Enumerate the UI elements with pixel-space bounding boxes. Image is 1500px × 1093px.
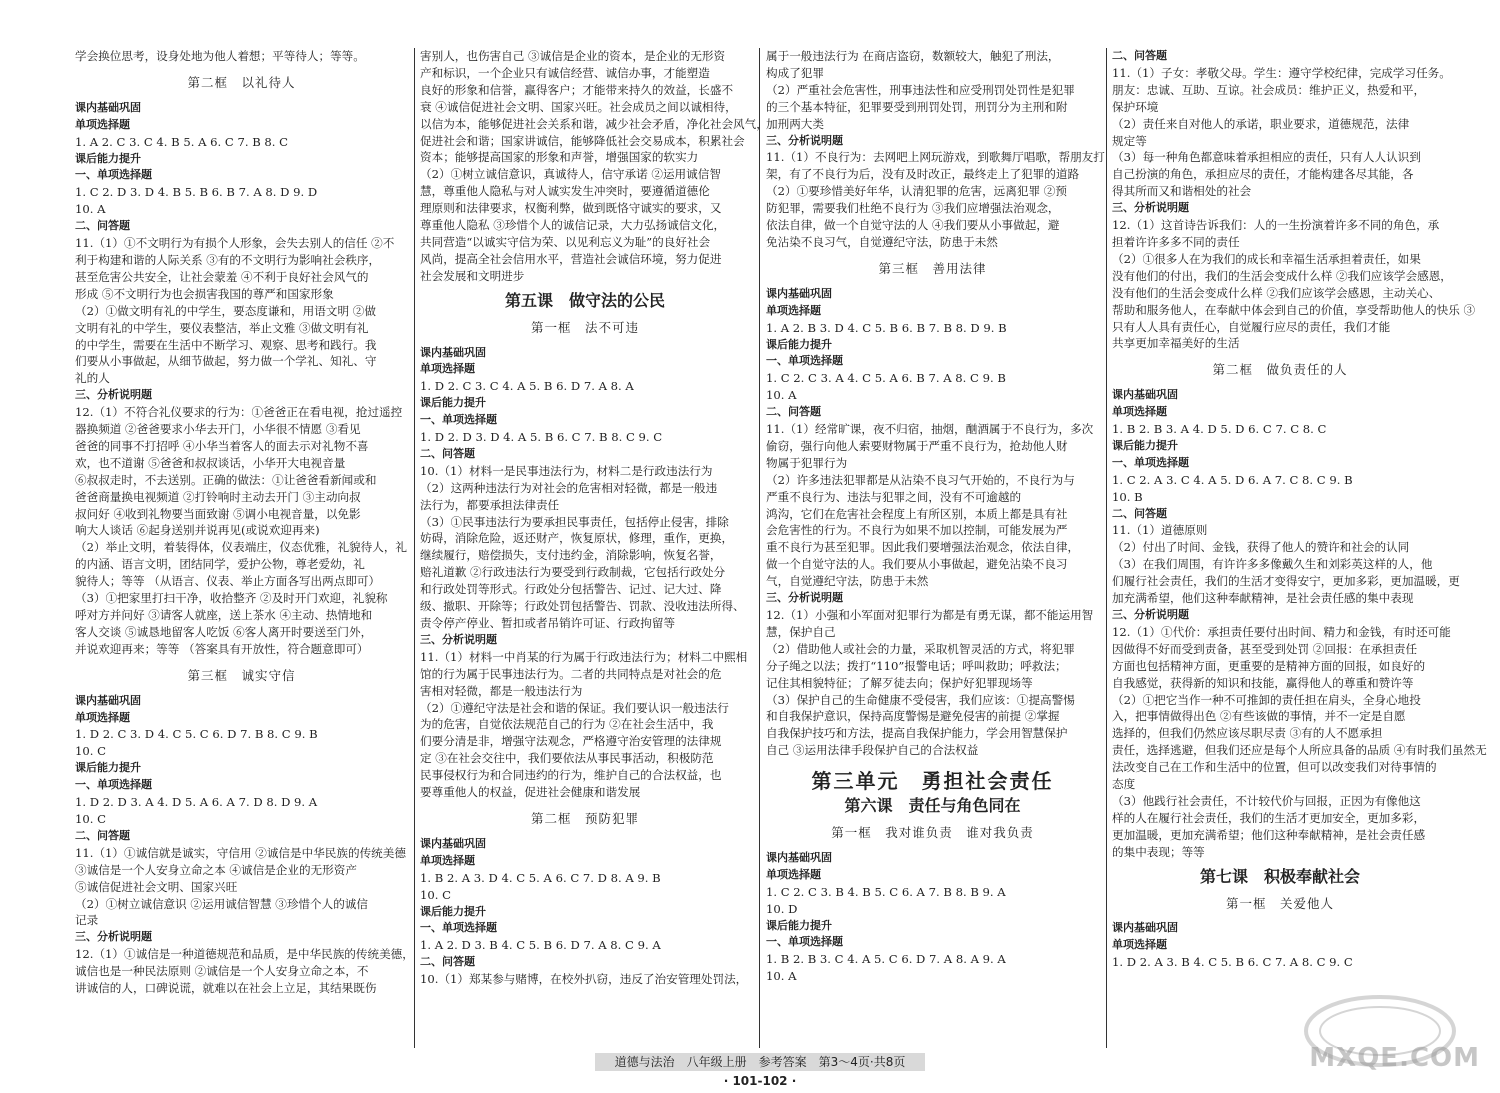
answer-line: 担着许许多多不同的责任	[1112, 234, 1240, 249]
answer-line: 学会换位思考，设身处地为他人着想；平等待人；等等。	[75, 49, 365, 63]
answer-line: 得其所而又和谐相处的社会	[1112, 184, 1252, 199]
answer-line: ⑥叔叔走时，不去送别。正确的做法：①让爸爸看新闻或和	[75, 472, 377, 487]
answer-line: （2）付出了时间、金钱，获得了他人的赞许和社会的认同	[1112, 540, 1410, 555]
answer-line: 10. A	[75, 202, 106, 217]
answer-line: （2）严重社会危害性，刑事违法性和应受刑罚处罚性是犯罪	[766, 82, 1075, 97]
section-label: 课后能力提升	[766, 918, 832, 932]
lesson-heading: 第六课 责任与角色同在	[844, 796, 1021, 816]
answer-line: 会危害性的行为。不良行为如果不加以控制，可能发展为严	[766, 523, 1068, 538]
answer-line: 1. C 2. C 3. A 4. C 5. A 6. B 7. A 8. C 9. B	[766, 371, 1006, 386]
section-label: 课后能力提升	[75, 151, 141, 165]
answer-line: 10. C	[75, 744, 106, 759]
answer-line: 器换频道 ②爸爸要求小华去开门，小华很不情愿 ③看见	[75, 422, 361, 437]
answer-line: 继续履行，赔偿损失，支付违约金，消除影响，恢复名誉，	[420, 548, 722, 563]
answer-line: 11.（1）子女：孝敬父母。学生：遵守学校纪律，完成学习任务。	[1112, 65, 1451, 80]
answer-line: 责令停产停业、暂扣或者吊销许可证、行政拘留等	[420, 616, 676, 630]
page-number: · 101-102 ·	[723, 1074, 797, 1088]
answer-line: 偷窃，强行向他人索要财物属于严重不良行为，抢劫他人财	[766, 438, 1068, 453]
section-label: 课后能力提升	[420, 396, 486, 410]
answer-line: （3）在我们周围，有许许多多像戴久生和刘彩英这样的人，他	[1112, 557, 1433, 572]
lesson-subheading: 第三框 诚实守信	[187, 667, 296, 683]
answer-line: 害相对轻微，都是一般违法行为	[420, 683, 583, 698]
section-label: 三、分析说明题	[1112, 201, 1189, 215]
answer-line: 自我保护技巧和方法，提高自我保护能力，学会用智慧保护	[766, 726, 1068, 741]
answer-line: （2）①树立诚信意识 ②运用诚信智慧 ③珍惜个人的诚信	[75, 896, 368, 911]
answer-line: （2）①把它当作一种不可推卸的责任担在肩头，全身心地投	[1112, 692, 1421, 707]
answer-line: 文明有礼的中学生，要仪表整洁，举止文雅 ③做文明有礼	[75, 320, 369, 335]
answer-line: 1. C 2. A 3. C 4. A 5. D 6. A 7. C 8. C 9. B	[1112, 472, 1353, 487]
section-label: 单项选择题	[1112, 938, 1167, 952]
answer-line: 12.（1）这首诗告诉我们：人的一生扮演着许多不同的角色，承	[1112, 218, 1440, 233]
lesson-heading: 第五课 做守法的公民	[504, 290, 665, 310]
answer-line: 赔礼道歉 ②行政违法行为要受到行政制裁，它包括行政处分	[420, 565, 726, 580]
answer-line: 形成 ⑤不文明行为也会损害我国的尊严和国家形象	[75, 286, 334, 301]
answer-line: 们要分清是非，增强守法观念，严格遵守治安管理的法律规	[420, 734, 722, 749]
answer-line: 诚信也是一种民法原则 ②诚信是一个人安身立命之本，不	[75, 964, 369, 979]
answer-line: 1. D 2. D 3. A 4. D 5. A 6. A 7. D 8. D 9. A	[75, 795, 318, 810]
answer-line: 1. A 2. B 3. D 4. C 5. B 6. B 7. B 8. D 9. B	[766, 320, 1007, 335]
answer-line: 方面也包括精神方面，更重要的是精神方面的回报，如良好的	[1112, 658, 1426, 673]
answer-line: 讲诚信的人，口碑说谎，就难以在社会上立足，其结果既伤	[75, 981, 377, 996]
answer-line: 只有人人具有责任心，自觉履行应尽的责任，我们才能	[1112, 319, 1391, 334]
answer-line: 为的危害，自觉依法规范自己的行为 ②在社会生活中，我	[420, 717, 714, 732]
answer-line: 11.（1）①不文明行为有损个人形象，会失去别人的信任 ②不	[75, 236, 395, 251]
answer-line: 更加温暖，更加充满希望；他们这种奉献精神，是社会责任感	[1112, 827, 1426, 842]
answer-line: 依法自律，做一个自觉守法的人 ④我们要从小事做起，避	[766, 218, 1060, 233]
answer-line: （2）借助他人或社会的力量，采取机智灵活的方式，将犯罪	[766, 641, 1075, 656]
answer-line: 11.（1）①诚信就是诚实，守信用 ②诚信是中华民族的传统美德	[75, 845, 406, 860]
answer-line: 妨碍，消除危险，返还财产，恢复原状，修理，重作，更换，	[420, 531, 734, 546]
answer-line: 12.（1）①代价：承担责任要付出时间、精力和金钱，有时还可能	[1112, 624, 1451, 639]
answer-line: 资本；能够提高国家的形象和声誉，增强国家的软实力	[420, 150, 699, 165]
section-label: 单项选择题	[766, 867, 821, 881]
answer-line: 防犯罪，需要我们杜绝不良行为 ③我们应增强法治观念，	[766, 201, 1060, 216]
answer-line: 要尊重他人的权益，促进社会健康和谐发展	[420, 785, 641, 800]
answer-line: 朋友：忠诚、互助、互谅。社会成员：维护正义，热爱和平，	[1112, 82, 1426, 97]
answer-line: 样的人在履行社会责任，我们的生活才更加安全，更加多彩，	[1112, 810, 1426, 825]
answer-line: 分子绳之以法；拨打“110”报警电话；呼叫救助；呼救法；	[766, 658, 1067, 673]
section-label: 三、分析说明题	[420, 632, 497, 646]
answer-line: 10. D	[766, 901, 798, 916]
section-label: 三、分析说明题	[75, 388, 152, 402]
answer-line: 以信为本，能够促进社会关系和谐，减少社会矛盾，净化社会风气，	[420, 116, 768, 131]
answer-line: 气，自觉遵纪守法，防患于未然	[766, 574, 929, 589]
answer-line: 记录	[75, 913, 99, 928]
answer-line: 慧，保护自己	[766, 624, 836, 639]
answer-line: 架，有了不良行为后，没有及时改正，最终走上了犯罪的道路	[766, 167, 1080, 182]
answer-line: （2）举止文明，着装得体，仪表端庄，仪态优雅，礼貌待人，礼	[75, 540, 408, 555]
answer-line: （3）他践行社会责任，不计较代价与回报，正因为有像他这	[1112, 793, 1421, 808]
section-label: 课内基础巩固	[420, 836, 486, 850]
answer-line: 1. A 2. D 3. B 4. C 5. B 6. D 7. A 8. C 9. A	[420, 938, 661, 953]
column-1	[75, 48, 414, 1048]
answer-line: 害别人，也伤害自己 ③诚信是企业的资本，是企业的无形资	[420, 49, 726, 63]
answer-line: 民事侵权行为和合同违约的行为，维护自己的合法权益，也	[420, 768, 722, 783]
answer-line: （2）①遵纪守法是社会和谐的保证。我们要认识一般违法行	[420, 700, 729, 715]
answer-line: 1. B 2. A 3. D 4. C 5. A 6. C 7. D 8. A 9. B	[420, 870, 661, 885]
answer-line: 12.（1）①诚信是一种道德规范和品质，是中华民族的传统美德，	[75, 947, 414, 962]
section-label: 二、问答题	[75, 828, 130, 842]
answer-line: 自己扮演的角色，承担应尽的责任，才能构建各尽其能，各	[1112, 167, 1414, 182]
answer-line: 礼的人	[75, 371, 110, 386]
answer-line: 并说欢迎再来；等等 （答案具有开放性，符合题意即可）	[75, 641, 369, 656]
column-divider	[759, 48, 760, 1048]
answer-line: 定 ③在社会交往中，我们要依法从事民事活动，积极防范	[420, 751, 714, 766]
answer-line: 爸爸的同事不打招呼 ④小华当着客人的面去示对礼物不喜	[75, 438, 369, 453]
answer-line: （2）①树立诚信意识，真诚待人，信守承诺 ②运用诚信智	[420, 167, 721, 182]
answer-line: 12.（1）不符合礼仪要求的行为：①爸爸正在看电视，抢过遥控	[75, 405, 403, 420]
answer-line: 1. C 2. D 3. D 4. B 5. B 6. B 7. A 8. D 9. D	[75, 185, 318, 200]
section-label: 三、分析说明题	[766, 133, 843, 147]
answer-line: 响大人谈话 ⑥起身送别并说再见(或说欢迎再来)	[75, 523, 320, 538]
answer-line: （2）①做文明有礼的中学生，要态度谦和，用语文明 ②做	[75, 303, 376, 318]
answer-line: 10. A	[766, 969, 797, 984]
answer-line: 们要从小事做起，从细节做起，努力做一个学礼、知礼、守	[75, 354, 377, 369]
section-label: 课内基础巩固	[420, 345, 486, 359]
answer-line: 貌待人；等等 （从语言、仪表、举止方面各写出两点即可）	[75, 574, 381, 589]
answer-line: （3）①民事违法行为要承担民事责任，包括停止侵害，排除	[420, 514, 729, 529]
column-divider	[414, 48, 415, 1048]
section-label: 课后能力提升	[766, 337, 832, 351]
section-label: 二、问答题	[766, 405, 821, 419]
section-label: 课内基础巩固	[75, 100, 141, 114]
answer-line: 1. B 2. B 3. C 4. A 5. C 6. D 7. A 8. A 9. A	[766, 952, 1006, 967]
answer-line: 自我感觉，获得新的知识和技能，赢得他人的尊重和赞许等	[1112, 675, 1414, 690]
column-4	[1112, 48, 1487, 1048]
answer-line: 的集中表现；等等	[1112, 844, 1205, 859]
answer-line: 态度	[1112, 777, 1136, 792]
answer-line: 10. C	[75, 811, 106, 826]
answer-line: （2）①很多人在为我们的成长和幸福生活承担着责任，如果	[1112, 251, 1421, 266]
answer-line: 甚至危害公共安全，让社会蒙羞 ④不利于良好社会风气的	[75, 269, 369, 284]
answer-line: 构成了犯罪	[766, 65, 824, 80]
answer-line: 良好的形象和信誉，赢得客户；才能带来持久的效益，长盛不	[420, 82, 734, 97]
lesson-subheading: 第一框 关爱他人	[1225, 895, 1334, 911]
column-3	[766, 48, 1105, 1048]
answer-line: 的中学生，需要在生活中不断学习、观察、思考和践行。我	[75, 337, 377, 352]
answer-line: 尊重他人隐私 ③珍惜个人的诚信记录，大力弘扬诚信文化，	[420, 218, 726, 233]
answer-line: 帮助和服务他人，在奉献中体会到自己的价值，享受帮助他人的快乐 ③	[1112, 302, 1476, 317]
answer-line: 11.（1）经常旷课，夜不归宿，抽烟，酗酒属于不良行为，多次	[766, 422, 1094, 437]
answer-line: 叔问好 ④收到礼物要当面致谢 ⑤调小电视音量，以免影	[75, 506, 361, 521]
section-label: 课内基础巩固	[75, 693, 141, 707]
answer-line: 促进社会和谐；国家讲诚信，能够降低社会交易成本，积累社会	[420, 133, 745, 148]
answer-line: 级、撤职、开除等；行政处罚包括警告、罚款、没收违法所得、	[420, 599, 745, 614]
section-label: 课后能力提升	[420, 904, 486, 918]
answer-line: 没有他们的付出，我们的生活会变成什么样 ②我们应该学会感恩，	[1112, 268, 1452, 283]
answer-line: 记住其相貌特征；了解歹徒去向；保护好犯罪现场等	[766, 675, 1033, 690]
answer-line: 11.（1）材料一中肖某的行为属于行政违法行为；材料二中熙相	[420, 649, 748, 664]
answer-line: 们履行社会责任，我们的生活才变得安宁，更加多彩，更加温暖，更	[1112, 574, 1460, 589]
answer-line: 保护环境	[1112, 99, 1159, 114]
column-2	[420, 48, 768, 1048]
answer-line: 1. D 2. A 3. B 4. C 5. B 6. C 7. A 8. C 9. C	[1112, 955, 1353, 970]
answer-line: 做一个自觉守法的人。我们要从小事做起，避免沾染不良习	[766, 557, 1068, 572]
answer-line: 10. C	[420, 887, 451, 902]
lesson-subheading: 第二框 做负责任的人	[1212, 362, 1348, 378]
answer-line: 1. C 2. C 3. B 4. B 5. C 6. A 7. B 8. B 9. A	[766, 884, 1006, 899]
section-label: 课内基础巩固	[766, 850, 832, 864]
answer-line: 1. D 2. C 3. D 4. C 5. C 6. D 7. B 8. C 9. B	[75, 727, 318, 742]
answer-line: 法改变自己在工作和生活中的位置，但可以改变我们对待事情的	[1112, 760, 1437, 775]
section-label: 课内基础巩固	[1112, 921, 1178, 935]
answer-line: 的内涵、语言文明，团结同学，爱护公物，尊老爱幼，礼	[75, 557, 365, 572]
answer-line: 11.（1）不良行为：去网吧上网玩游戏，到歌舞厅唱歌，帮朋友打	[766, 150, 1105, 165]
watermark-text: MXQE.COM	[1309, 1043, 1480, 1073]
answer-line: 重不良行为甚至犯罪。因此我们要增强法治观念，依法自律，	[766, 540, 1080, 555]
answer-line: （3）①把家里打扫干净，收拾整齐 ②及时开门欢迎，礼貌称	[75, 591, 388, 606]
answer-line: 利于构建和谐的人际关系 ③有的不文明行为影响社会秩序，	[75, 252, 381, 267]
answer-line: 加刑两大类	[766, 116, 824, 131]
section-label: 三、分析说明题	[75, 930, 152, 944]
answer-line: 欢，也不道谢 ⑤爸爸和叔叔谈话，小华开大电视音量	[75, 455, 346, 470]
answer-line: 免沾染不良习气，自觉遵纪守法，防患于未然	[766, 234, 998, 249]
answer-line: 1. B 2. B 3. A 4. D 5. D 6. C 7. C 8. C	[1112, 422, 1327, 437]
footer-bar: 道德与法治 八年级上册 参考答案 第3～4页·共8页	[595, 1053, 925, 1071]
answer-line: 因做得不好而受到责备，甚至受到处罚 ②回报：在承担责任	[1112, 641, 1418, 656]
answer-line: （2）这两种违法行为对社会的危害相对轻微，都是一般违	[420, 480, 718, 495]
answer-line: 共同营造“以诚实守信为荣、以见利忘义为耻”的良好社会	[420, 234, 711, 249]
answer-line: ⑤诚信促进社会文明、国家兴旺	[75, 879, 238, 894]
answer-line: 规定等	[1112, 133, 1147, 148]
answer-line: 法行为，都要承担法律责任	[420, 497, 560, 512]
section-label: 二、问答题	[75, 219, 130, 233]
lesson-subheading: 第一框 我对谁负责 谁对我负责	[831, 824, 1034, 840]
section-label: 一、单项选择题	[766, 935, 843, 949]
answer-line: 馆的行为属于民事违法行为。二者的共同特点是对社会的危	[420, 666, 722, 681]
answer-line: 社会发展和文明进步	[420, 268, 525, 283]
section-label: 三、分析说明题	[1112, 608, 1189, 621]
column-divider	[1106, 48, 1107, 1048]
lesson-heading: 第七课 积极奉献社会	[1199, 866, 1360, 886]
answer-line: （3）每一种角色都意味着承担相应的责任，只有人人认识到	[1112, 150, 1421, 165]
answer-line: 和自我保护意识，保持高度警惕是避免侵害的前提 ②掌握	[766, 709, 1060, 724]
section-label: 单项选择题	[75, 710, 130, 724]
section-label: 二、问答题	[420, 955, 475, 969]
answer-line: 理原则和法律要求，权衡利弊，做到既恪守诚实的要求，又	[420, 201, 722, 216]
answer-line: 物属于犯罪行为	[766, 455, 848, 470]
answer-line: （2）①要珍惜美好年华，认清犯罪的危害，远离犯罪 ②预	[766, 184, 1067, 199]
section-label: 单项选择题	[766, 303, 821, 317]
unit-heading: 第三单元 勇担社会责任	[811, 769, 1054, 794]
answer-line: 责任，选择逃避，但我们还应是每个人所应具备的品质 ④有时我们虽然无	[1112, 743, 1487, 758]
section-label: 二、问答题	[1112, 49, 1167, 62]
answer-line: 入，把事情做得出色 ②有些该做的事情，并不一定是自愿	[1112, 709, 1406, 724]
answer-line: 12.（1）小强和小军面对犯罪行为都是有勇无谋，都不能运用智	[766, 608, 1094, 622]
answer-line: 产和标识，一个企业只有诚信经营、诚信办事，才能塑造	[420, 65, 710, 80]
answer-line: 慧，尊重他人隐私与对人诚实发生冲突时，要遵循道德伦	[420, 184, 710, 199]
answer-line: 呼对方并问好 ③请客人就座，送上茶水 ④主动、热情地和	[75, 608, 373, 622]
answer-line: 的三个基本特征，犯罪要受到刑罚处罚，刑罚分为主刑和附	[766, 99, 1068, 114]
section-label: 课后能力提升	[75, 761, 141, 775]
answer-line: ③诚信是一个人安身立命之本 ④诚信是企业的无形资产	[75, 862, 357, 877]
answer-line: 严重不良行为、违法与犯罪之间，没有不可逾越的	[766, 489, 1022, 504]
answer-line: 选择的，但我们仍然应该尽职尽责 ③有的人不愿承担	[1112, 726, 1383, 741]
section-label: 课后能力提升	[1112, 438, 1178, 452]
answer-line: 爸爸商量换电视频道 ②打铃响时主动去开门 ③主动向叔	[75, 489, 361, 504]
section-label: 一、单项选择题	[1112, 455, 1189, 469]
section-label: 单项选择题	[75, 117, 130, 131]
section-label: 一、单项选择题	[766, 354, 843, 368]
answer-line: （2）许多违法犯罪都是从沾染不良习气开始的，不良行为与	[766, 472, 1075, 487]
answer-line: 和行政处罚等形式。行政处分包括警告、记过、记大过、降	[420, 582, 722, 597]
section-label: 一、单项选择题	[75, 168, 152, 182]
section-label: 一、单项选择题	[420, 413, 497, 427]
answer-line: 1. D 2. D 3. D 4. A 5. B 6. C 7. B 8. C 9. C	[420, 430, 663, 445]
section-label: 单项选择题	[420, 853, 475, 867]
answer-line: 1. A 2. C 3. C 4. B 5. A 6. C 7. B 8. C	[75, 134, 289, 149]
answer-line: （3）保护自己的生命健康不受侵害，我们应该：①提高警惕	[766, 692, 1075, 707]
section-label: 课内基础巩固	[766, 286, 832, 300]
answer-line: 加充满希望，他们这种奉献精神，是社会责任感的集中表现	[1112, 591, 1414, 606]
answer-line: 1. D 2. C 3. C 4. A 5. B 6. D 7. A 8. A	[420, 379, 634, 394]
section-label: 二、问答题	[420, 446, 475, 460]
answer-line: 10. A	[766, 388, 797, 403]
answer-line: 10.（1）材料一是民事违法行为，材料二是行政违法行为	[420, 463, 713, 478]
lesson-subheading: 第二框 以礼待人	[187, 74, 296, 90]
answer-line: 自己 ③运用法律手段保护自己的合法权益	[766, 743, 979, 758]
lesson-subheading: 第一框 法不可违	[530, 319, 639, 335]
answer-line: 属于一般违法行为 在商店盗窃，数额较大，触犯了刑法，	[766, 49, 1060, 63]
answer-line: 风尚，提高全社会信用水平，营造社会诚信环境，努力促进	[420, 251, 722, 266]
section-label: 一、单项选择题	[420, 921, 497, 935]
answer-line: 共享更加幸福美好的生活	[1112, 336, 1240, 351]
answer-line: （2）责任来自对他人的承诺，职业要求，道德规范，法律	[1112, 116, 1410, 131]
answer-line: 衰 ④诚信促进社会文明、国家兴旺。社会成员之间以诚相待，	[420, 99, 737, 114]
answer-line: 10.（1）郑某参与赌博，在校外扒窃，违反了治安管理处罚法，	[420, 972, 748, 987]
section-label: 单项选择题	[1112, 405, 1167, 419]
section-label: 一、单项选择题	[75, 778, 152, 792]
section-label: 课内基础巩固	[1112, 388, 1178, 402]
lesson-subheading: 第二框 预防犯罪	[530, 810, 639, 826]
section-label: 单项选择题	[420, 362, 475, 376]
answer-line: 10. B	[1112, 489, 1143, 504]
section-label: 三、分析说明题	[766, 591, 843, 605]
lesson-subheading: 第三框 善用法律	[878, 260, 987, 276]
answer-line: 鸿沟，它们在危害社会程度上有所区别，本质上都是具有社	[766, 506, 1068, 521]
section-label: 二、问答题	[1112, 506, 1167, 520]
answer-line: 没有他们的生活会变成什么样 ②我们应该学会感恩，主动关心、	[1112, 285, 1441, 300]
answer-line: 11.（1）道德原则	[1112, 523, 1208, 538]
answer-line: 客人交谈 ⑤诚恳地留客人吃饭 ⑥客人离开时要送至门外，	[75, 624, 373, 639]
